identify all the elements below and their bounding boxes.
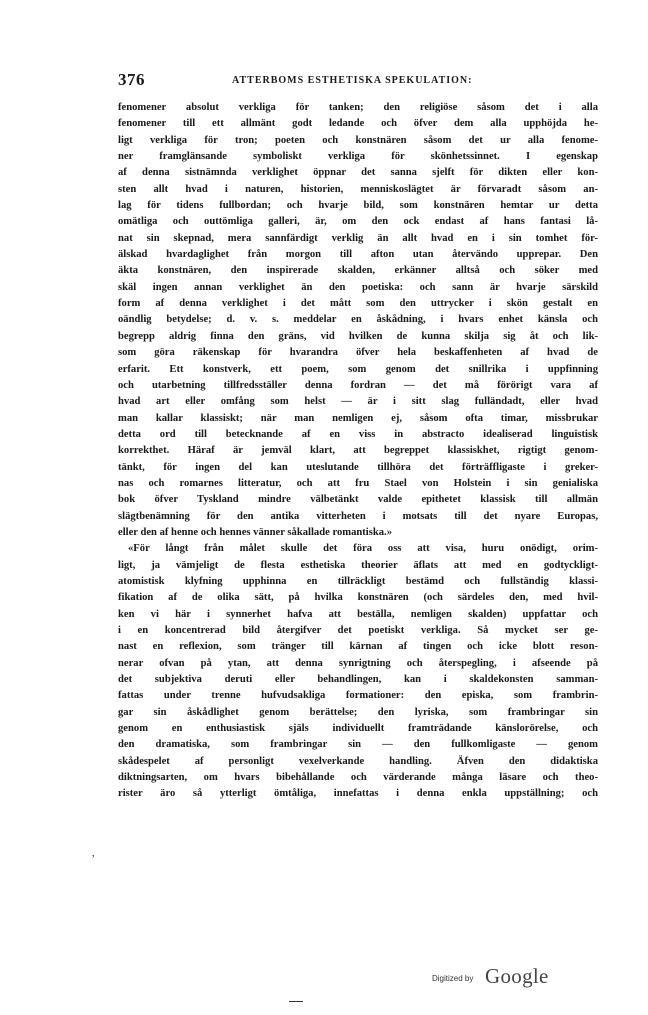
text-line: genom en enthusiastisk själs individuellt framträdande känslorörelse, och (118, 723, 598, 735)
text-line: fikation af de olika sätt, på hvilka konstnären (och särdeles den, med hvil- (118, 592, 598, 604)
text-line: gar sin åskådlighet genom berättelse; den lyriska, som frambringar sin (118, 706, 598, 718)
text-line: fenomener absolut verkliga för tanken; den religiöse såsom det i alla (118, 102, 598, 113)
page-header (118, 70, 598, 92)
text-line: älskad hvardaglighet från morgon till afton utan återvändo upprepar. Den (118, 249, 598, 261)
google-logo: Google (485, 964, 549, 988)
text-line: af denna sistnämnda verklighet öppnar det sanna sjelft för dikten eller kon- (118, 167, 598, 179)
text-line: som göra räkenskap för hvarandra öfver hela beskaffenheten af hvad de (118, 347, 598, 359)
text-line: omätliga och outtömliga galleri, är, om den ock endast af hans fantasi lå- (118, 216, 598, 228)
text-line: tänkt, för ingen del kan uteslutande tillhöra det förträffligaste i greker- (118, 461, 598, 473)
body-text (118, 100, 598, 803)
bottom-divider (289, 1001, 303, 1002)
text-line: sten allt hvad i naturen, historien, menniskoslägtet är förvaradt såsom an- (118, 183, 598, 195)
text-line: nat sin skepnad, mera sannfärdigt verklig än allt hvad en i sin tomhet för- (118, 232, 598, 244)
text-line: ligt verkliga för tron; poeten och konstnären såsom det ur alla fenome- (118, 134, 598, 146)
margin-mark: , (92, 848, 95, 859)
text-line: atomistisk klyfning upphinna en tillräckligt bestämd och fullständig klassi- (118, 575, 598, 587)
text-line: man kallar klassiskt; när man nemligen ej, såsom ofta timar, missbrukar (118, 412, 598, 424)
text-line: fenomener till ett allmänt godt ledande och öfver dem alla upphöjda he- (118, 118, 598, 130)
text-line: ligt, ja vämjeligt de flesta esthetiska theorier äflats att med en godtyckligt- (118, 559, 598, 571)
text-line: i en koncentrerad bild återgifver det poetiskt verkliga. Så mycket ser ge- (118, 625, 598, 636)
text-line: hvad art eller omfång som helst — är i sitt slag fulländadt, eller hvad (118, 396, 598, 408)
text-line: oändlig betydelse; d. v. s. meddelar en åskådning, i hvars enhet känsla och (118, 314, 598, 326)
text-line: nerar ofvan på ytan, att denna synrigtning och återspegling, i afseende på (118, 657, 598, 669)
text-line: korrekthet. Häraf är jemväl klart, att begreppet klassiskhet, rigtigt genom- (118, 445, 598, 457)
text-line: lag för tidens fullbordan; och hvarje bild, som konstnären hemtar ur detta (118, 200, 598, 212)
text-line: begrepp aldrig finna den gräns, vid hvilken de kunna skilja sig åt och lik- (118, 330, 598, 342)
text-line: rister äro så ytterligt ömtåliga, innefattas i denna enkla uppställning; och (118, 788, 598, 800)
text-line: skådespelet af personligt vexelverkande handling. Äfven den didaktiska (118, 755, 598, 767)
text-line: form af denna verklighet i det mått som den uttrycker i skön gestalt en (118, 298, 598, 310)
text-line: erfarit. Ett konstverk, ett poem, som genom det snillrika i uppfinning (118, 363, 598, 375)
digitized-by-label: Digitized by (432, 974, 474, 983)
digitized-by-google-watermark (432, 965, 562, 989)
text-line: nas och romarnes litteratur, och att fru Stael von Holstein i sin genialiska (118, 477, 598, 489)
text-line: «För långt från målet skulle det föra oss att visa, huru onödigt, orim- (128, 543, 598, 555)
text-line: bok öfver Tyskland mindre välbetänkt valde epithetet klassisk till allmän (118, 494, 598, 506)
text-line: ken vi här i synnerhet hafva att beställa, nemligen skalden) uppfattar och (118, 608, 598, 620)
text-line: eller den af henne och hennes vänner såkallade romantiska.» (118, 526, 392, 538)
text-line: diktningsarten, om hvars bibehållande och värderande många läsare och theo- (118, 772, 598, 784)
text-line: ner framglänsande symboliskt verkliga för skönhetssinnet. I egenskap (118, 151, 598, 163)
text-line: fattas under trenne hufvudsakliga formationer: den episka, som frambrin- (118, 690, 598, 702)
text-line: och utarbetning tillfredsställer denna fordran — det må förörigt vara af (118, 379, 598, 391)
text-line: det subjektiva deruti eller behandlingen, kan i skaldekonsten samman- (118, 674, 598, 686)
text-line: nast en reflexion, som tränger till kärnan af tingen och icke blott reson- (118, 641, 598, 653)
text-line: detta ord till betecknande af en viss in abstracto idealiserad linguistisk (118, 428, 598, 440)
text-line: äkta konstnären, den inspirerade skalden, erkänner alltså och söker med (118, 265, 598, 277)
text-line: skäl ingen annan verklighet än den poetiska: och sann är hvarje särskild (118, 281, 598, 293)
page-number: 376 (118, 70, 145, 89)
text-line: den dramatiska, som frambringar sin — den fullkomligaste — genom (118, 739, 598, 751)
text-line: slägtbenämning för den antika vitterheten i motsats till det nyare Europas, (118, 510, 598, 522)
running-title: ATTERBOMS ESTHETISKA SPEKULATION: (232, 75, 473, 86)
